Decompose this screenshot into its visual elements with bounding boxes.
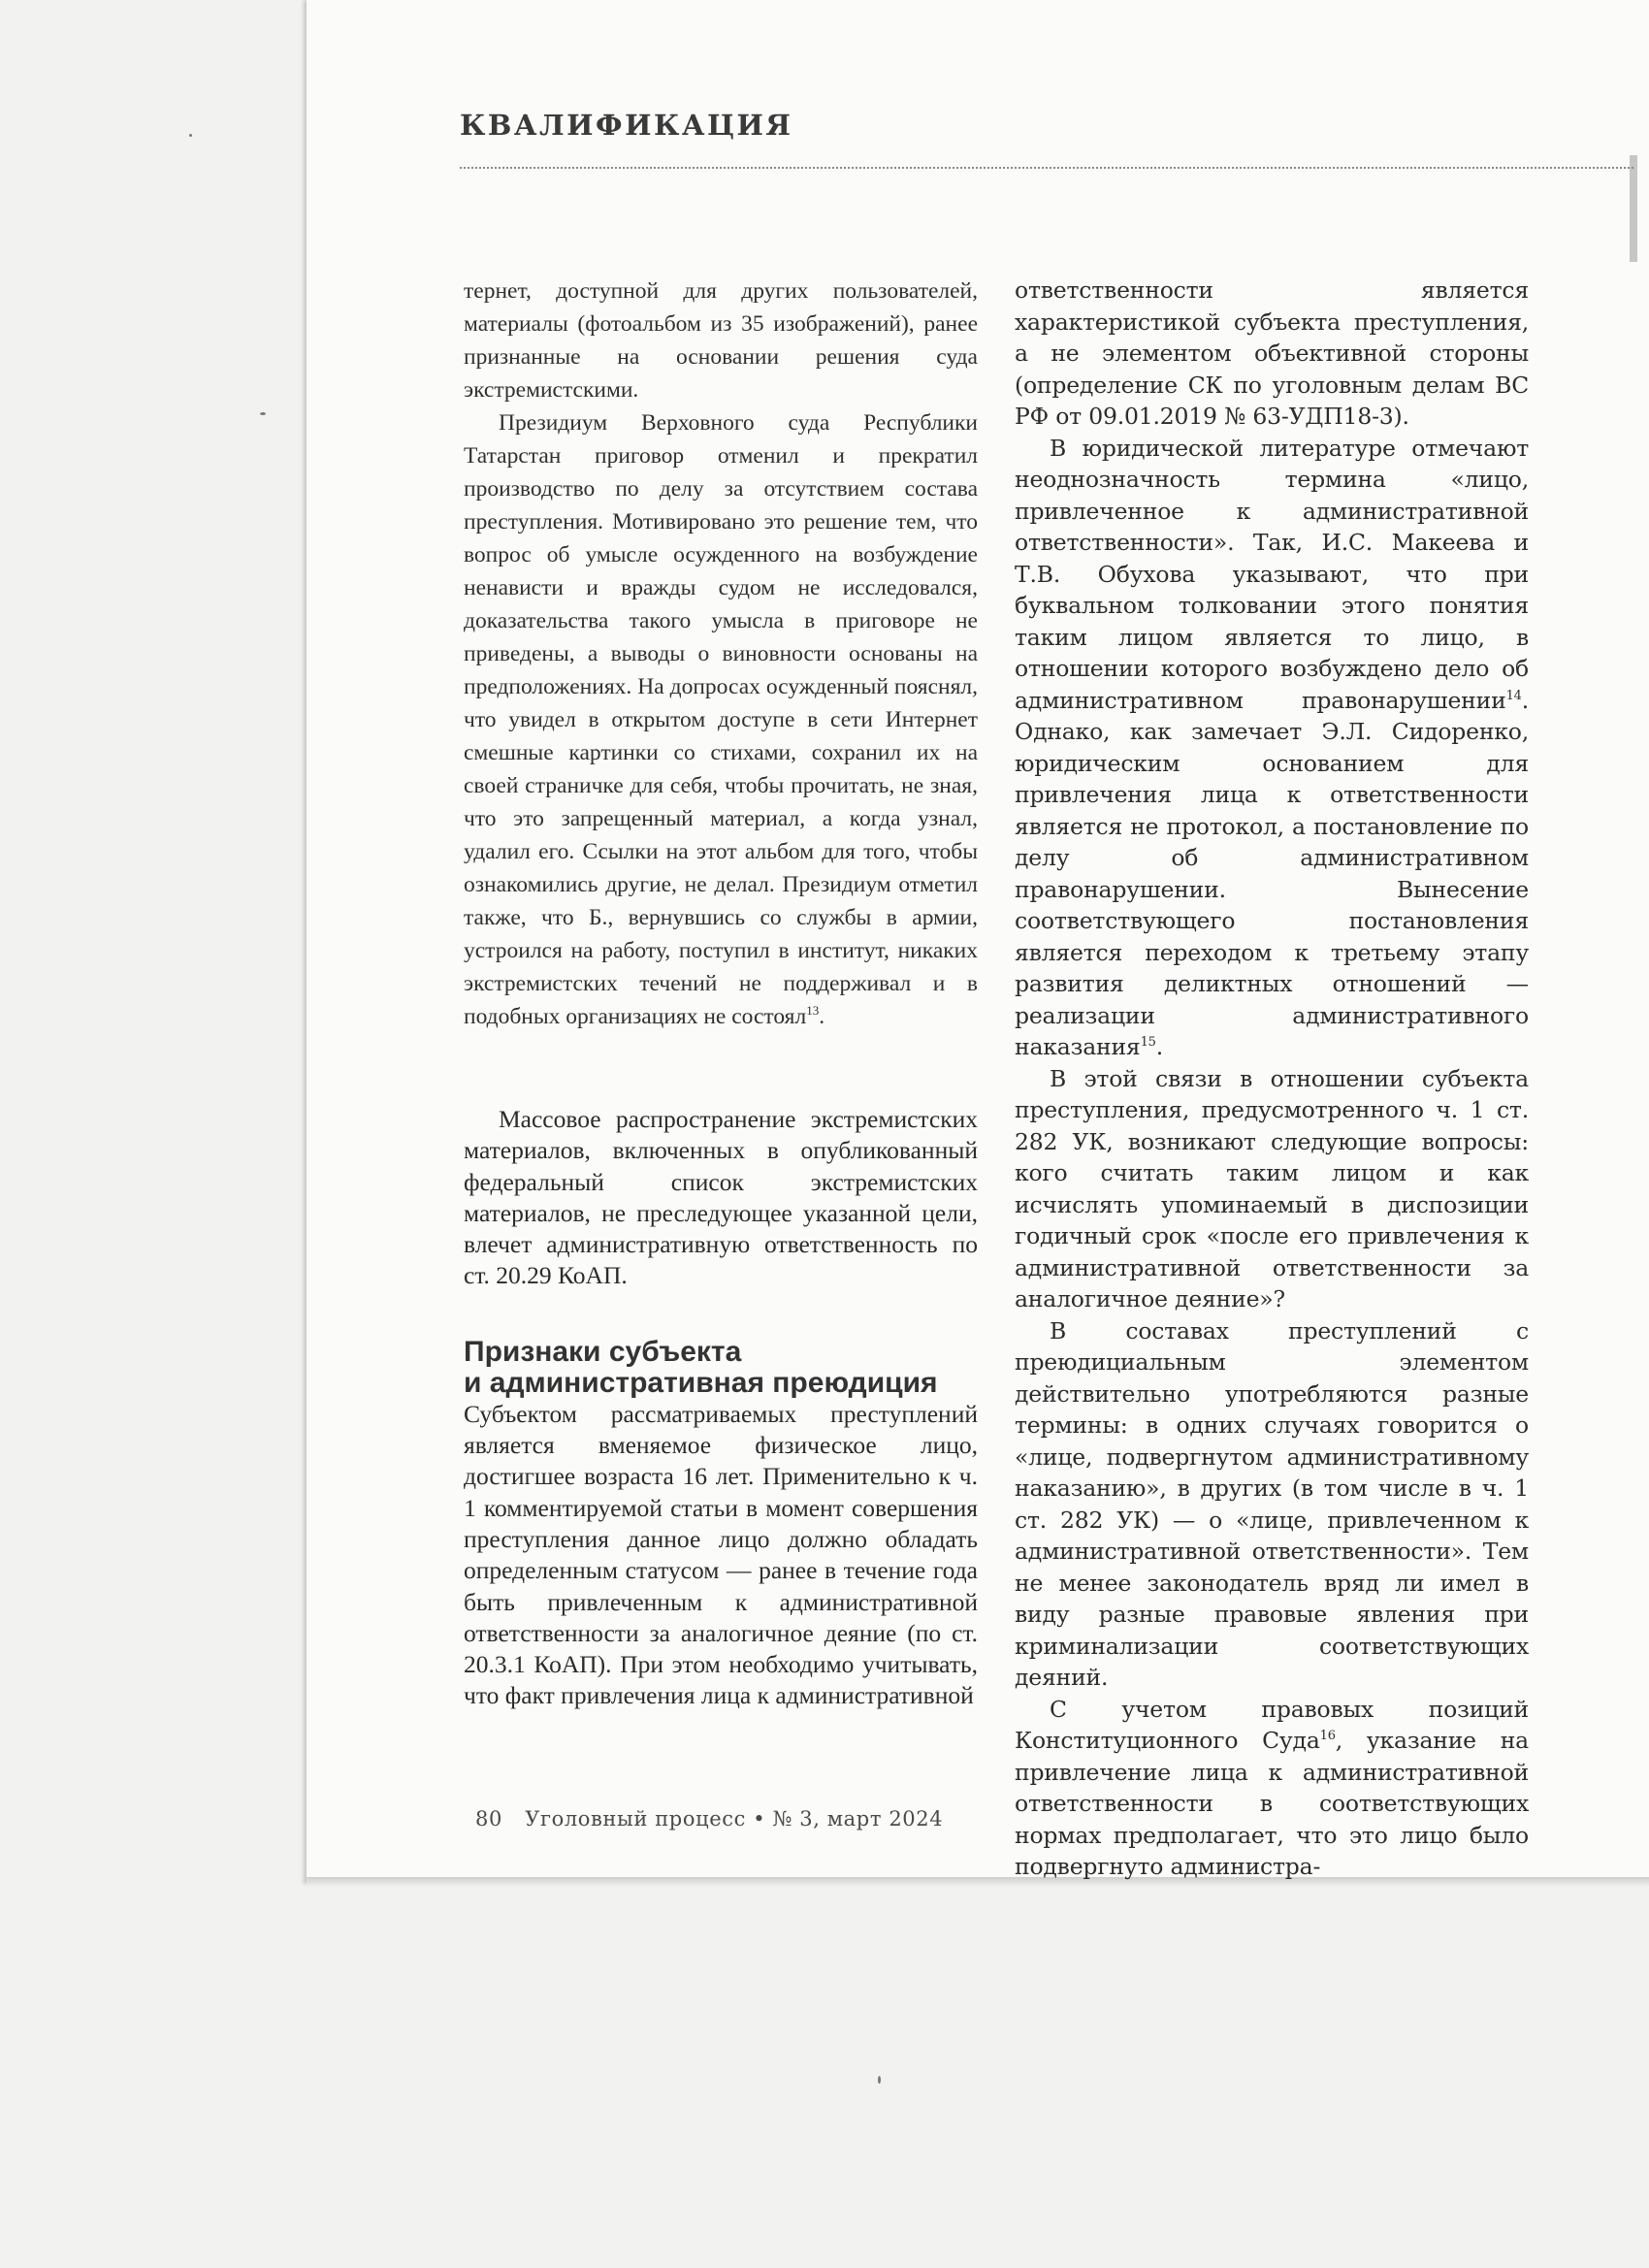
paragraph: тернет, доступной для других пользователей, материалы (фотоальбом из 35 изображений), ранее признанные на основании решения суда экстремистскими. [464, 278, 978, 403]
paragraph: Субъектом рассматриваемых преступлений является вменяемое физическое лицо, достигшее возраста 16 лет. Применительно к ч. 1 комментируемой статьи в момент совершения преступления данное лицо должно обладать определенным статусом — ранее в течение года быть привлеченным к административной ответственности за аналогичное деяние (по ст. 20.3.1 КоАП). При этом необходимо учитывать, что факт привлечения лица к административной [464, 1399, 978, 1710]
section-rubric: КВАЛИФИКАЦИЯ [460, 109, 793, 142]
dust-speck [878, 2076, 881, 2084]
paragraph [464, 406, 978, 1033]
footnote-ref: 13 [806, 1003, 820, 1019]
paragraph [1015, 1694, 1529, 1883]
section-heading [464, 1337, 978, 1399]
lead-paragraph: Массовое распространение экстремистских материалов, включенных в опубликованный федеральный список экстремистских материалов, не преследующее указанной цели, влечет административную ответственность по ст. 20.29 КоАП. [464, 1105, 978, 1290]
paragraph: В составах преступлений с преюдициальным элементом действительно употребляются разные термины: в одних случаях говорится о «лице, подвергнутом административному наказанию», в других (в том числе в ч. 1 ст. 282 УК) — о «лице, привлеченном к административной ответственности». Тем не менее законодатель вряд ли имел в виду разные правовые явления при криминализации соответствующих деяний. [1015, 1316, 1529, 1691]
section-heading-line: Признаки субъекта [464, 1335, 742, 1368]
paragraph-end: . [819, 1004, 825, 1029]
journal-issue: Уголовный процесс • № 3, март 2024 [525, 1807, 944, 1831]
paragraph [1015, 433, 1529, 1063]
section-heading-line: и административная преюдиция [464, 1366, 938, 1399]
paragraph-text: , указание на привлечение лица к административной ответственности в соответствующих нормах предполагает, что это лицо было подвергнуто администра- [1015, 1727, 1529, 1880]
paragraph: ответственности является характеристикой субъекта преступления, а не элементом объективной стороны (определение СК по уголовным делам ВС РФ от 09.01.2019 № 63-УДП18-3). [1015, 276, 1529, 430]
right-column [1015, 275, 1529, 1883]
paragraph: В этой связи в отношении субъекта преступления, предусмотренного ч. 1 ст. 282 УК, возникают следующие вопросы: кого считать таким лицом и как исчислять упоминаемый в диспозиции годичный срок «после его привлечения к административной ответственности за аналогичное деяние»? [1015, 1064, 1529, 1312]
dust-speck [189, 134, 192, 137]
paragraph-text: . Однако, как замечает Э.Л. Сидоренко, юридическим основанием для привлечения лица к ответственности является не протокол, а постановление по делу об административном правонарушении. Вынесение соответствующего постановления является переходом к третьему этапу развития деликтных отношений — реализации административного наказания [1015, 686, 1529, 1060]
dust-speck [260, 412, 266, 415]
page-number: 80 [475, 1807, 502, 1831]
left-column-top [464, 275, 978, 1033]
paragraph-text: Президиум Верховного суда Республики Татарстан приговор отменил и прекратил производство по делу за отсутствием состава преступления. Мотивировано это решение тем, что вопрос об умысле осужденного на возбуждение ненависти и вражды судом не исследовался, доказательства такого умысла в приговоре не приведены, а выводы о виновности основаны на предположениях. На допросах осужденный пояснял, что увидел в открытом доступе в сети Интернет смешные картинки со стихами, сохранил их на своей страничке для себя, чтобы прочитать, не зная, что это запрещенный материал, а когда узнал, удалил его. Ссылки на этот альбом для того, чтобы ознакомились другие, не делал. Президиум отметил также, что Б., вернувшись со службы в армии, устроился на работу, поступил в институт, никаких экстремистских течений не поддерживал и в подобных организациях не состоял [464, 410, 978, 1029]
header-dotted-rule [460, 167, 1633, 169]
page-footer [475, 1807, 943, 1831]
left-column-bottom [464, 1104, 978, 1712]
footnote-ref: 14 [1505, 688, 1522, 703]
paragraph-end: . [1155, 1033, 1163, 1060]
paragraph-text: В юридической литературе отмечают неоднозначность термина «лицо, привлеченное к административной ответственности». Так, И.С. Макеева и Т.В. Обухова указывают, что при буквальном толковании этого понятия таким лицом является то лицо, в отношении которого возбуждено дело об административном правонарушении [1015, 434, 1529, 714]
footnote-ref: 16 [1319, 1729, 1336, 1744]
paragraph-text: С учетом правовых позиций Конституционного Суда [1015, 1695, 1529, 1754]
scan-edge-mark [1630, 155, 1637, 262]
footnote-ref: 15 [1140, 1035, 1156, 1051]
